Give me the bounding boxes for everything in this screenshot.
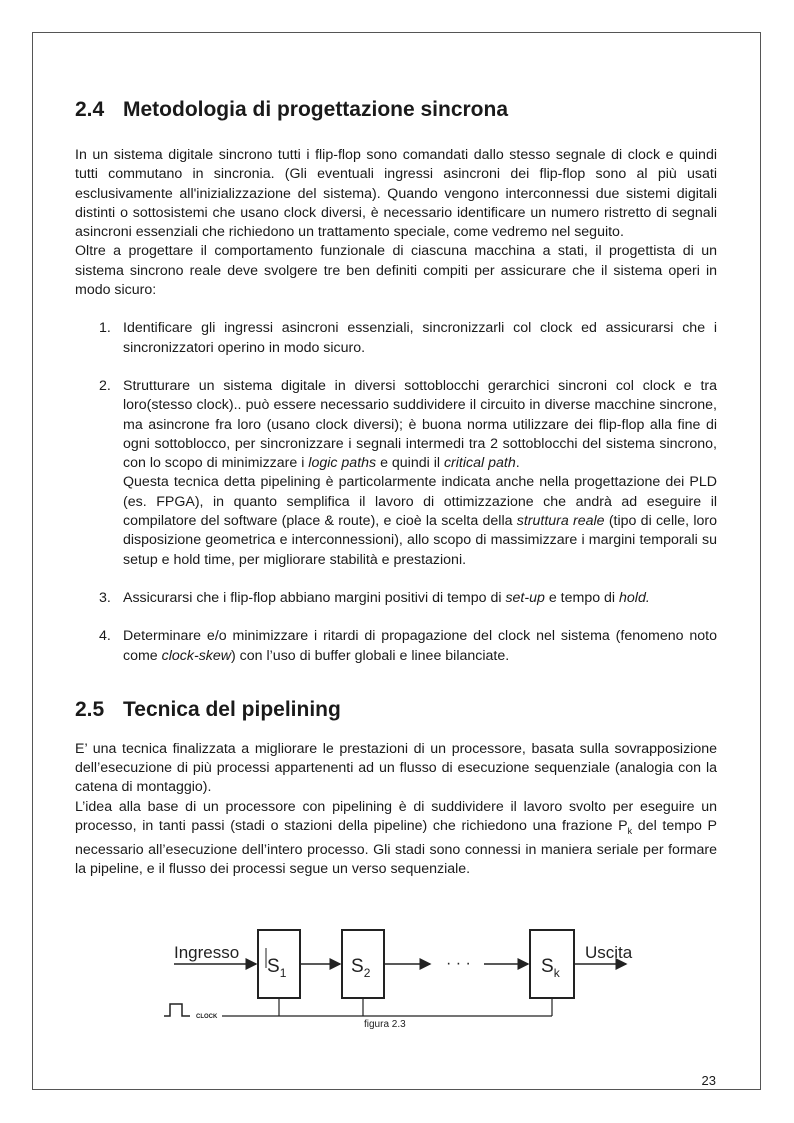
page-number: 23 bbox=[701, 1073, 716, 1088]
section-number: 2.4 bbox=[75, 98, 105, 121]
section-number: 2.5 bbox=[75, 697, 105, 721]
task-list bbox=[75, 319, 717, 665]
output-label: Uscita bbox=[585, 943, 633, 962]
paragraph: In un sistema digitale sincrono tutti i flip-flop sono comandati dallo stesso segnale di clock e quindi tutti commutano in sincronia. (Gli eventuali ingressi asincroni dei flip-flop sono al più usati esclusivamente all'inizializzazione del sistema). Quando vengono interconnessi due sistemi digitali distinti o sottosistemi che usano clock diversi, è necessario identificare un numero ristretto di segnali asincroni essenziali che richiedono un trattamento speciale, come vedremo nel seguito. bbox=[75, 147, 717, 241]
list-item: 4. Determinare e/o minimizzare i ritardi di propagazione del clock nel sistema (fenomeno noto come clock-skew) con l’uso di buffer globali e linee bilanciate. bbox=[99, 628, 717, 664]
section-2-5-heading bbox=[75, 696, 717, 724]
list-number: 1. bbox=[99, 320, 111, 337]
stage-k-label: $S_k$ bbox=[541, 956, 560, 980]
input-label: Ingresso bbox=[174, 943, 240, 962]
section-2-4-heading bbox=[75, 96, 717, 124]
paragraph: Oltre a progettare il comportamento funzionale di ciascuna macchina a stati, il progettista di un sistema sincrono reale deve svolgere tre ben definiti compiti per assicurare che il sistema operi in modo sicuro: bbox=[75, 243, 717, 299]
figure-caption: figura 2.3 bbox=[364, 1019, 406, 1030]
paragraph: L’idea alla base di un processore con pipelining è di suddividere il lavoro svolto per eseguire un processo, in tanti passi (stadi o stazioni della pipeline) che richiedono una frazione $P_k$ del tempo P necessario all’esecuzione dell’intero processo. Gli stadi sono connessi in maniera seriale per formare la pipeline, e il flusso dei processi segue un verso sequenziale. bbox=[75, 798, 718, 878]
section-title: Tecnica del pipelining bbox=[123, 697, 341, 721]
list-item: 3. Assicurarsi che i flip-flop abbiano margini positivi di tempo di set-up e tempo di hold. bbox=[75, 589, 717, 608]
clock-pulse-icon bbox=[164, 1004, 190, 1016]
list-number: 2. bbox=[99, 377, 111, 394]
page-content bbox=[75, 96, 717, 880]
list-item bbox=[75, 319, 717, 358]
list-number: 3. bbox=[99, 589, 111, 606]
list-text: Identificare gli ingressi asincroni essenziali, sincronizzarli col clock ed assicurarsi che i sincronizzatori operino in modo sicuro. bbox=[123, 320, 717, 356]
list-subparagraph: Questa tecnica detta pipelining è particolarmente indicata anche nella progettazione dei PLD (es. FPGA), in quanto semplifica il lavoro di ottimizzazione che andrà ad eseguire il compilatore del software (place & route), e cioè la scelta della struttura reale (tipo di celle, loro disposizione geometrica e interconnessioni), allo scopo di massimizzare i margini temporali su setup e hold time, per migliorare stabilità e prestazioni. bbox=[123, 474, 717, 568]
ellipsis: · · · bbox=[446, 955, 471, 972]
list-item bbox=[75, 377, 717, 570]
list-text: Strutturare un sistema digitale in diversi sottoblocchi gerarchici sincroni col clock e tra loro(stesso clock).. può essere necessario suddividere il circuito in diverse macchine sincrone, ma asincrone fra loro (usano clock diversi); è buona norma utilizzare dei flip-flop alla fine di ogni sottoblocco, per sincronizzare i segnali intermedi tra 2 sottoblocchi del sistema sincrono, con lo scopo di minimizzare i logic paths e quindi il critical path. bbox=[123, 377, 717, 472]
list-number: 4. bbox=[99, 628, 111, 645]
stage-2-label: $S_2$ bbox=[351, 956, 371, 980]
section-title: Metodologia di progettazione sincrona bbox=[123, 98, 509, 121]
pipeline-figure bbox=[130, 900, 650, 1040]
paragraph: E’ una tecnica finalizzata a migliorare le prestazioni di un processore, basata sulla sovrapposizione dell’esecuzione di più processi appartenenti ad un flusso di esecuzione sequenziale (analogia con la catena di montaggio). bbox=[75, 740, 717, 796]
stage-1-label: $S_1$ bbox=[267, 956, 287, 980]
clock-label: CLOCK bbox=[196, 1014, 218, 1020]
